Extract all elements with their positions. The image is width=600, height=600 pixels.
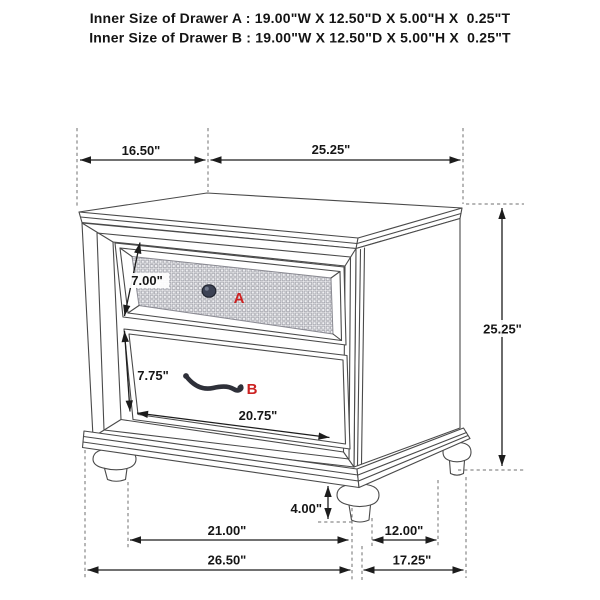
- dim-top-width-label: 25.25": [311, 142, 351, 157]
- dim-top-depth: [77, 128, 208, 206]
- dim-top-width: [211, 128, 464, 204]
- dim-height-label: 25.25": [483, 321, 522, 337]
- dim-height: [458, 204, 528, 470]
- nightstand-drawing: [79, 193, 471, 522]
- dim-side-feet-spacing: [372, 480, 438, 548]
- dim-foot-height-label: 4.00": [290, 501, 322, 516]
- header-line-1: Inner Size of Drawer A : 19.00"W X 12.50"D X 5.00"H X 0.25"T: [89, 10, 511, 26]
- dim-drawer-a-height-label: 7.00": [131, 273, 163, 288]
- dim-top-depth-label: 16.50": [121, 143, 161, 158]
- dim-side-feet-spacing-label: 12.00": [384, 523, 424, 538]
- drawer-b-label: B: [246, 381, 258, 398]
- dim-drawer-b-height-label: 7.75": [137, 368, 169, 383]
- dim-overall-depth-label: 17.25": [392, 552, 432, 568]
- foot-front-right: [337, 484, 379, 522]
- dim-front-feet-spacing-label: 21.00": [207, 523, 247, 538]
- right-side-panel: [354, 219, 460, 468]
- dim-drawer-b-width-label: 20.75": [238, 408, 278, 423]
- header-line-2: Inner Size of Drawer B : 19.00"W X 12.50"D X 5.00"H X 0.25"T: [89, 29, 511, 46]
- dim-overall-width-label: 26.50": [207, 552, 247, 568]
- drawer-a-knob: [202, 285, 216, 297]
- drawer-a-label: A: [233, 290, 245, 307]
